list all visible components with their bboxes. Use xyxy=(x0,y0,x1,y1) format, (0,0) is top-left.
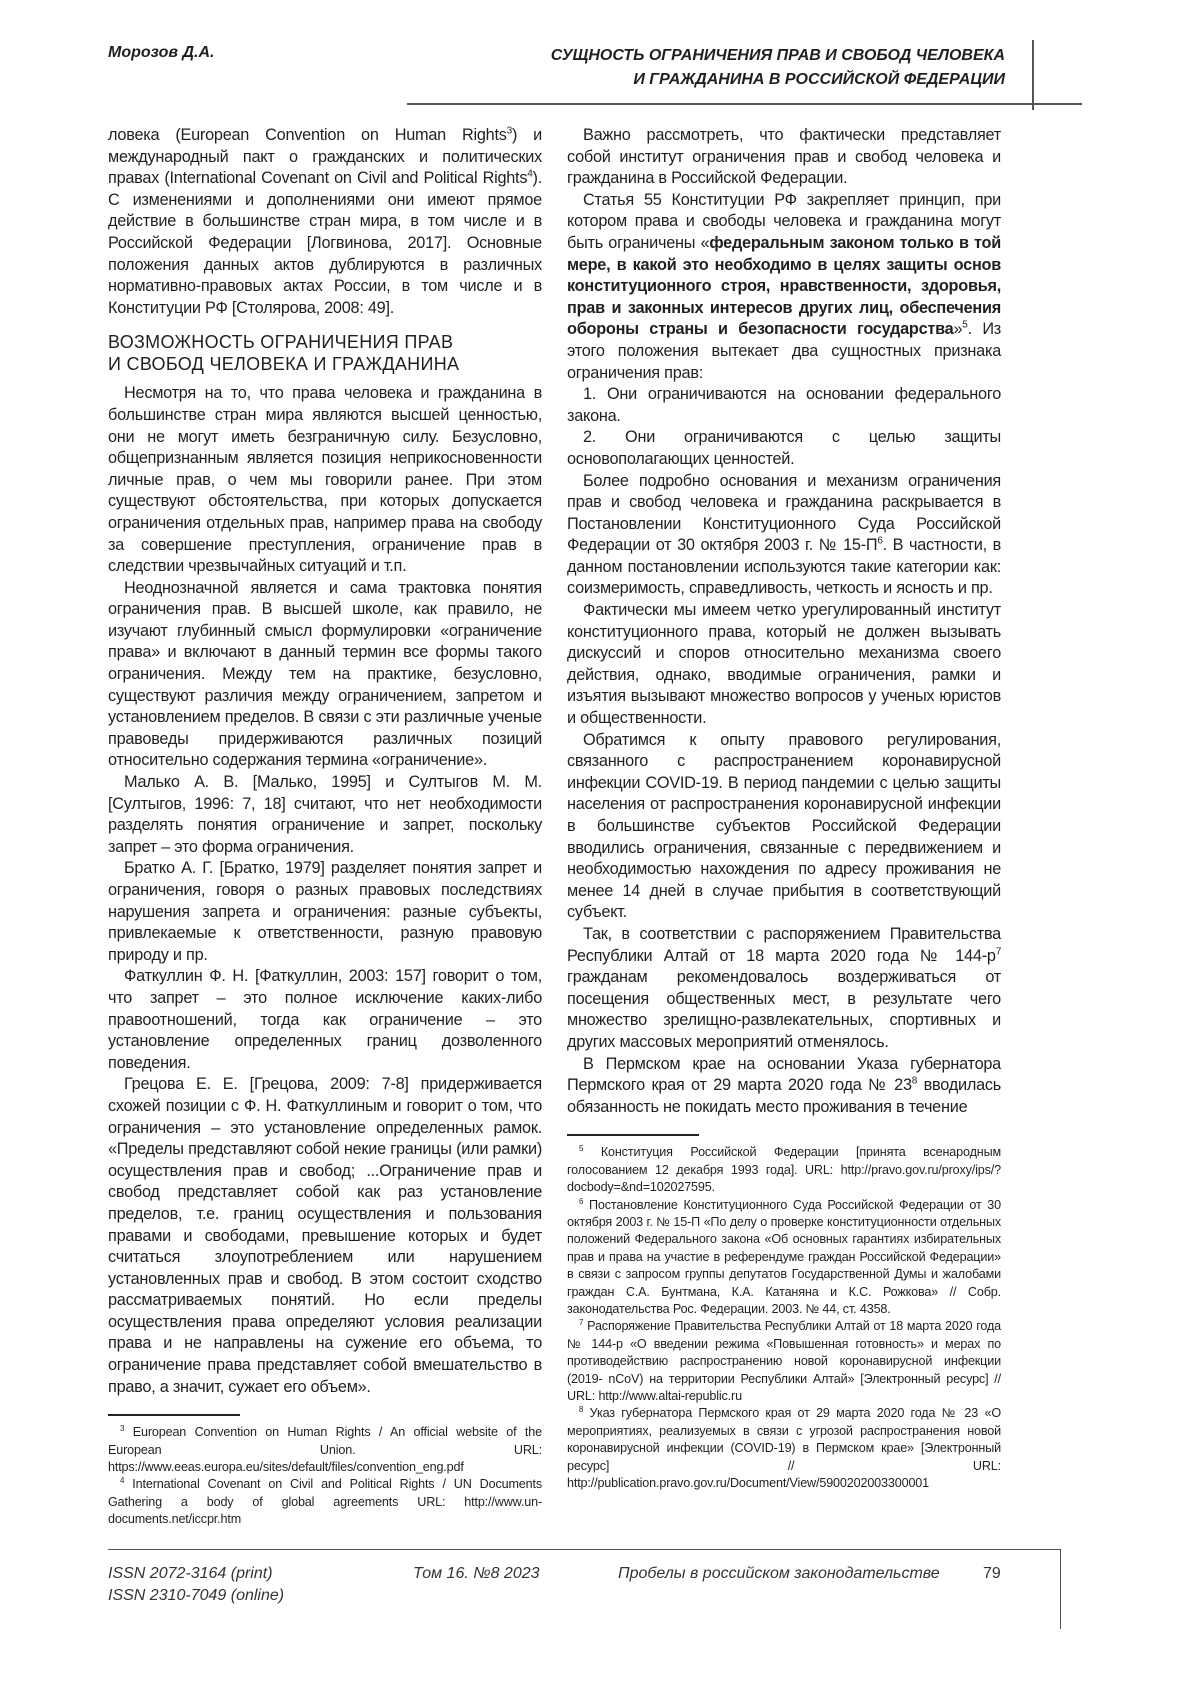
text-run: Фаткуллин Ф. Н. [Фаткуллин, 2003: 157] говорит о том, что запрет – это полное исключение каких-либо правоотношений, тогда как ограничение – это установление определенных границ дозволенного поведения. xyxy=(108,967,542,1071)
running-header-title xyxy=(551,44,1005,92)
text-run: 1. Они ограничиваются на основании федерального закона. xyxy=(567,385,1001,425)
section-heading xyxy=(108,331,542,375)
text-run: . В частности, в данном постановлении используются такие категории как: соизмеримость, справедливость, четкость и ясность и пр. xyxy=(567,536,1001,597)
left-column xyxy=(108,125,542,1529)
text-run: European Convention on Human Rights / An official website of the European Union. URL: https://www.eeas.europa.eu/sites/default/files/convention_eng.pdf xyxy=(108,1425,542,1474)
footer-journal-title: Пробелы в российском законодательстве xyxy=(618,1563,940,1585)
text-run: Несмотря на то, что права человека и гражданина в большинстве стран мира являются высшей ценностью, они не могут иметь безграничную силу. Безусловно, общепризнанным является позиция неприкосновенности личные прав, о чем мы говорили ранее. При этом существуют обстоятельства, при которых допускается ограничения отдельных прав, например права на свободу за совершение преступления, ограничение прав в следствии чрезвычайных ситуаций и т.п. xyxy=(108,384,542,575)
paragraph xyxy=(567,384,1001,427)
paragraph xyxy=(567,730,1001,924)
paragraph xyxy=(108,578,542,772)
footnote-ref: 7 xyxy=(579,1318,583,1327)
body-block xyxy=(108,383,542,1398)
text-run: ) и международный пакт о гражданских и политических правах (International Covenant on Civil and Political Rights xyxy=(108,126,542,187)
text-run: Статья 55 Конституции РФ закрепляет принцип, при котором права и свободы человека и гражданина могут быть ограничены « xyxy=(567,191,1001,252)
running-header-title-line: СУЩНОСТЬ ОГРАНИЧЕНИЯ ПРАВ И СВОБОД ЧЕЛОВЕКА xyxy=(551,44,1005,68)
footnotes-left xyxy=(108,1414,542,1528)
running-header-author: Морозов Д.А. xyxy=(108,44,214,62)
text-run: Указ губернатора Пермского края от 29 марта 2020 года № 23 «О мероприятиях, реализуемых в связи с угрозой распространения новой коронавирусной инфекции (COVID-19) в Пермском крае» [Электронный ресурс] // URL: http://publication.pravo.gov.ru/Document/View/5900202003300001 xyxy=(567,1406,1001,1490)
text-run: Грецова Е. Е. [Грецова, 2009: 7-8] придерживается схожей позиции с Ф. Н. Фаткуллиным и говорит о том, что ограничения – это установление определенных рамок. «Пределы представляют собой некие границы (или рамки) осуществления прав и свобод; ...Ограничение прав и свобод представляет собой как раз установление пределов, т.е. границ осуществления и пользования правами и свободами, превышение которых и будет считаться злоупотреблением или нарушением установленных прав и свобод. В этом состоит сходство рассматриваемых понятий. Но если пределы осуществления права определяют условия реализации права и не направлены на сужение его объема, то ограничение права представляет собой вмешательство в право, а значит, сужает его объем». xyxy=(108,1075,542,1395)
right-column xyxy=(567,125,1001,1492)
footnote-ref: 4 xyxy=(120,1476,124,1485)
footnote-rule xyxy=(567,1134,699,1136)
text-run: В Пермском крае на основании Указа губернатора Пермского края от 29 марта 2020 года № 23 xyxy=(567,1055,1001,1095)
footnote-ref: 7 xyxy=(996,946,1001,957)
paragraph xyxy=(108,383,542,577)
text-run: 2. Они ограничиваются с целью защиты основополагающих ценностей. xyxy=(567,428,1001,468)
text-run: Постановление Конституционного Суда Российской Федерации от 30 октября 2003 г. № 15-П «По делу о проверке конституционности отдельных положений Федерального закона «Об основных гарантиях избирательных прав и права на участие в референдуме граждан Российской Федерации» в связи с запросом группы депутатов Государственной Думы и жалобами граждан С.А. Бунтмана, К.А. Катаняна и К.С. Рожкова» // Собр. законодательства Рос. Федерации. 2003. № 44, ст. 4358. xyxy=(567,1198,1001,1316)
footer-divider xyxy=(108,1549,1060,1550)
footnote xyxy=(567,1318,1001,1405)
footnote xyxy=(567,1144,1001,1196)
running-header xyxy=(0,0,1200,125)
issn-online: ISSN 2310-7049 (online) xyxy=(108,1585,284,1607)
text-run: . Из этого положения вытекает два сущностных признака ограничения прав: xyxy=(567,320,1001,381)
text-run: Так, в соответствии с распоряжением Правительства Республики Алтай от 18 марта 2020 года № 144-р xyxy=(567,925,1001,965)
text-run: » xyxy=(953,320,962,338)
page-number: 79 xyxy=(983,1563,1001,1585)
paragraph xyxy=(108,966,542,1074)
footnote-ref: 3 xyxy=(507,126,512,137)
section-heading-line: И СВОБОД ЧЕЛОВЕКА И ГРАЖДАНИНА xyxy=(108,354,459,374)
header-divider xyxy=(407,103,1082,105)
text-run: гражданам рекомендовалось воздерживаться от посещения общественных мест, в результате чего множество зрелищно-развлекательных, спортивных и других массовых мероприятий отменялось. xyxy=(567,968,1001,1051)
running-header-title-line: И ГРАЖДАНИНА В РОССИЙСКОЙ ФЕДЕРАЦИИ xyxy=(551,68,1005,92)
footnote-list xyxy=(108,1424,542,1528)
footnote-ref: 5 xyxy=(579,1144,583,1153)
text-run: вводилась обязанность не покидать место проживания в течение xyxy=(567,1076,1001,1116)
text-run: ловека (European Convention on Human Rights xyxy=(108,126,507,144)
footnote-ref: 4 xyxy=(527,169,532,180)
intro-block xyxy=(108,125,542,319)
article-body xyxy=(0,125,1200,1529)
footnote xyxy=(108,1424,542,1476)
footnote xyxy=(108,1476,542,1528)
text-run: Конституция Российской Федерации [принята всенародным голосованием 12 декабря 1993 года]. URL: http://pravo.gov.ru/proxy/ips/?docbody=&nd=102027595. xyxy=(567,1145,1001,1194)
paragraph xyxy=(567,600,1001,730)
issn-print: ISSN 2072-3164 (print) xyxy=(108,1563,284,1585)
paragraph xyxy=(108,772,542,858)
paragraph xyxy=(108,125,542,319)
footnote-ref: 5 xyxy=(962,320,967,331)
text-run: International Covenant on Civil and Political Rights / UN Documents Gathering a body of global agreements URL: http://www.un-documents.net/iccpr.htm xyxy=(108,1477,542,1526)
footnote xyxy=(567,1197,1001,1319)
paragraph xyxy=(108,858,542,966)
footnote-ref: 6 xyxy=(877,536,882,547)
footnote xyxy=(567,1405,1001,1492)
header-vertical-divider xyxy=(1032,40,1034,110)
paragraph xyxy=(567,924,1001,1054)
footnote-list xyxy=(567,1144,1001,1492)
footer-vertical-divider xyxy=(1060,1549,1061,1629)
footnote-ref: 3 xyxy=(120,1424,124,1433)
section-heading-line: ВОЗМОЖНОСТЬ ОГРАНИЧЕНИЯ ПРАВ xyxy=(108,332,453,352)
text-run: Обратимся к опыту правового регулирования, связанного с распространением коронавирусной инфекции COVID-19. В период пандемии с целью защиты населения от распространения коронавирусной инфекции в большинстве субъектов Российской Федерации вводились ограничения, связанные с передвижением и необходимостью нахождения по адресу проживания не менее 14 дней в случае прибытия в соответствующий субъект. xyxy=(567,731,1001,922)
footnotes-right xyxy=(567,1134,1001,1492)
text-run: Братко А. Г. [Братко, 1979] разделяет понятия запрет и ограничения, говоря о разных правовых последствиях нарушения запрета и ограничения: разные субъекты, привлекаемые к ответственности, разную правовую природу и пр. xyxy=(108,859,542,963)
paragraph xyxy=(567,190,1001,384)
footer-issn xyxy=(108,1563,284,1607)
text-run: Фактически мы имеем четко урегулированный институт конституционного права, который не должен вызывать дискуссий и споров относительно механизма своего действия, однако, вводимые ограничения, рамки и изъятия вызывают множество вопросов у ученых юристов и общественности. xyxy=(567,601,1001,727)
footnote-rule xyxy=(108,1414,240,1416)
page-footer xyxy=(0,1549,1200,1649)
paragraph xyxy=(567,427,1001,470)
text-run: Неоднозначной является и сама трактовка понятия ограничения прав. В высшей школе, как правило, не изучают глубинный смысл формулировки «ограничение права» и включают в данный термин все формы такого ограничения. Между тем на практике, безусловно, существуют различия между ограничением, запретом и установлением пределов. В связи с эти различные ученые правоведы придерживаются различных позиций относительно содержания термина «ограничение». xyxy=(108,579,542,770)
text-run: Малько А. В. [Малько, 1995] и Султыгов М. М. [Султыгов, 1996: 7, 18] считают, что нет необходимости разделять понятия ограничение и запрет, поскольку запрет – это форма ограничения. xyxy=(108,773,542,856)
footnote-ref: 8 xyxy=(579,1405,583,1414)
paragraph xyxy=(567,471,1001,601)
bold-quote: федеральным законом только в той мере, в какой это необходимо в целях защиты основ конституционного строя, нравственности, здоровья, прав и законных интересов других лиц, обеспечения обороны страны и безопасности государства xyxy=(567,234,1001,338)
footnote-ref: 6 xyxy=(579,1196,583,1205)
body-block xyxy=(567,125,1001,1118)
text-run: Важно рассмотреть, что фактически представляет собой институт ограничения прав и свобод человека и гражданина в Российской Федерации. xyxy=(567,126,1001,187)
paragraph xyxy=(567,1054,1001,1119)
footer-volume: Том 16. №8 2023 xyxy=(413,1563,540,1585)
paragraph xyxy=(108,1074,542,1398)
paragraph xyxy=(567,125,1001,190)
text-run: ). С изменениями и дополнениями они имеют прямое действие в большинстве стран мира, в том числе и в Российской Федерации [Логвинова, 2017]. Основные положения данных актов дублируются в различных нормативно-правовых актах России, в том числе и в Конституции РФ [Столярова, 2008: 49]. xyxy=(108,169,542,317)
footnote-ref: 8 xyxy=(912,1076,917,1087)
text-run: Более подробно основания и механизм ограничения прав и свобод человека и гражданина раскрывается в Постановлении Конституционного Суда Российской Федерации от 30 октября 2003 г. № 15-П xyxy=(567,472,1001,555)
text-run: Распоряжение Правительства Республики Алтай от 18 марта 2020 года № 144-р «О введении режима «Повышенная готовность» и мерах по противодействию распространению новой коронавирусной инфекции (2019- nCoV) на территории Республики Алтай» [Электронный ресурс] // URL: http://www.altai-republic.ru xyxy=(567,1319,1001,1403)
